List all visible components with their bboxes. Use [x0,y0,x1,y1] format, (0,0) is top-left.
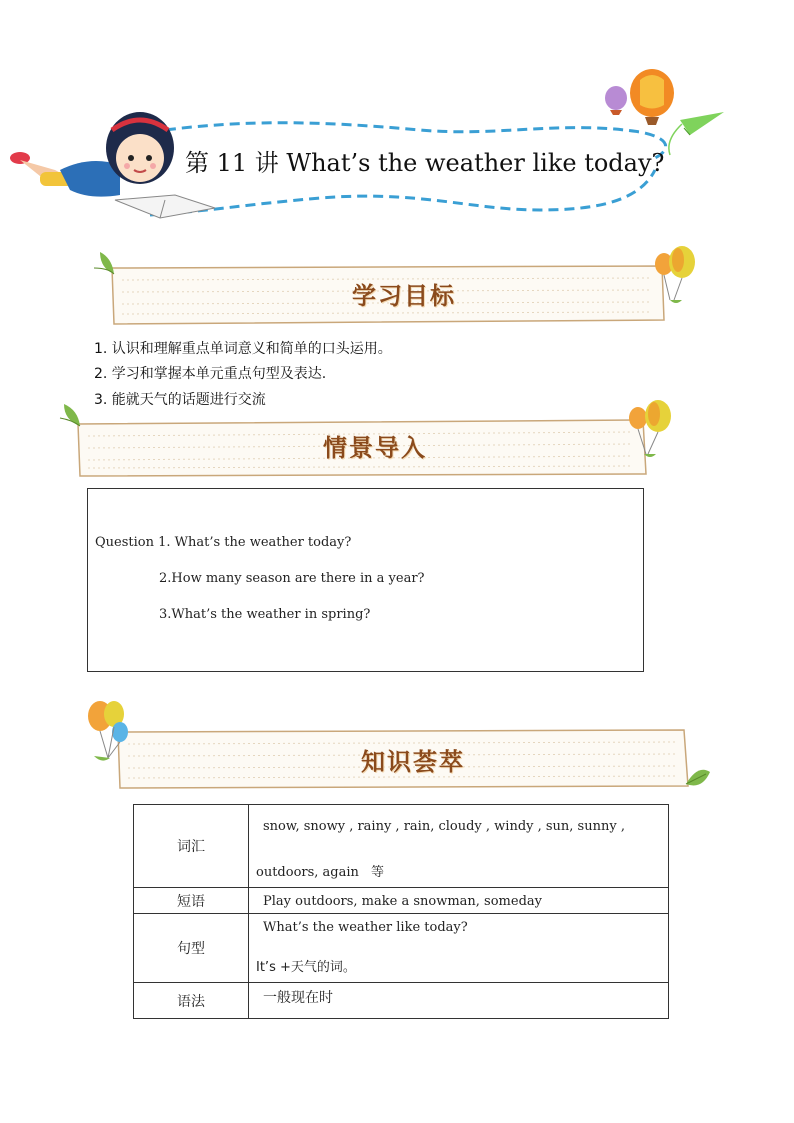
knowledge-table [133,804,669,1019]
vocab-line-1: snow, snowy , rainy , rain, cloudy , windy , sun, sunny , [263,819,625,834]
leaf-icon [686,770,710,786]
table-cell-category: 词汇 [134,805,249,888]
grammar-line-1: 一般现在时 [263,990,333,1006]
banner-label-objectives: 学习目标 [352,282,456,310]
table-row-vocab [134,805,669,888]
table-row-phrases [134,888,669,914]
objective-item-3: 3. 能就天气的话题进行交流 [94,392,266,408]
intro-question-1: Question 1. What’s the weather today? [95,535,352,550]
hot-air-balloon-icon [630,69,674,125]
table-cell-content [249,805,669,888]
objective-item-1: 1. 认识和理解重点单词意义和简单的口头运用。 [94,341,392,357]
table-cell-content [249,914,669,983]
small-balloon-icon [605,86,627,115]
lesson-title: 第 11 讲 What’s the weather like today? [185,149,665,177]
leaf-icon [94,252,114,274]
table-cell-category: 短语 [134,888,249,914]
table-row-grammar [134,983,669,1019]
vocab-line-2: outdoors, again [256,865,359,880]
sentence-line-1: What’s the weather like today? [263,920,468,935]
table-cell-category: 语法 [134,983,249,1019]
banner-label-knowledge: 知识荟萃 [361,748,465,776]
intro-question-3: 3.What’s the weather in spring? [159,607,371,622]
intro-question-2: 2.How many season are there in a year? [159,571,425,586]
table-cell-content [249,888,669,914]
table-row-sentences [134,914,669,983]
table-cell-category: 句型 [134,914,249,983]
paper-plane-icon [669,112,724,155]
leaf-icon [60,404,80,426]
vocab-line-2-suffix: 等 [371,865,385,880]
banner-label-intro: 情景导入 [323,434,427,462]
sentence-line-2: It’s +天气的词。 [256,960,356,975]
objective-item-2: 2. 学习和掌握本单元重点句型及表达. [94,366,327,382]
table-cell-content [249,983,669,1019]
phrase-line-1: Play outdoors, make a snowman, someday [263,894,542,909]
intro-question-box [87,488,644,672]
